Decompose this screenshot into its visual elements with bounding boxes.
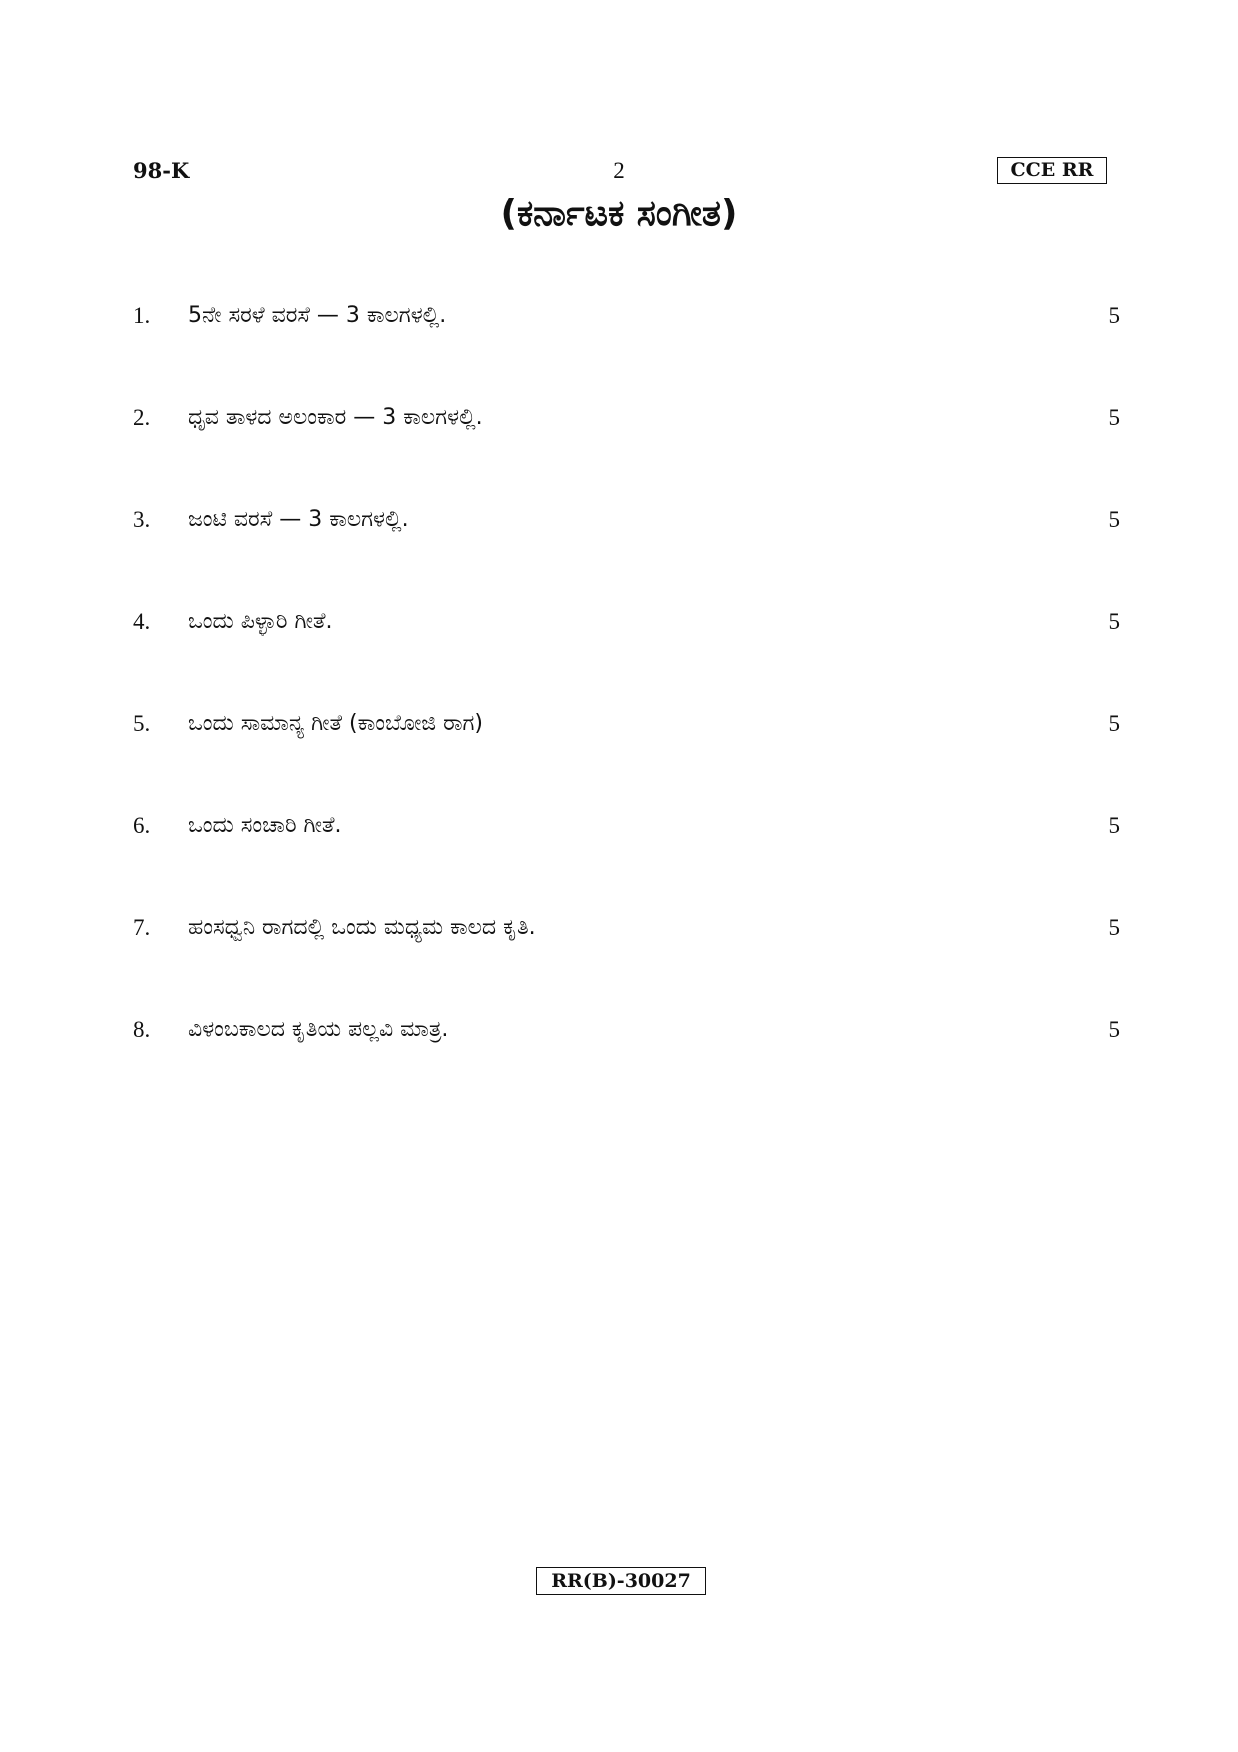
question-row — [0, 908, 1238, 948]
question-text: ಒಂದು ಸಂಚಾರಿ ಗೀತೆ. — [188, 813, 342, 838]
question-number: 5. — [133, 711, 151, 736]
question-number: 1. — [133, 303, 151, 328]
question-marks: 5 — [1108, 609, 1120, 634]
question-row — [0, 1010, 1238, 1050]
question-row — [0, 704, 1238, 744]
question-row — [0, 500, 1238, 540]
question-marks: 5 — [1108, 303, 1120, 328]
question-number: 4. — [133, 609, 151, 634]
question-number: 2. — [133, 405, 151, 430]
question-text: ವಿಳಂಬಕಾಲದ ಕೃತಿಯ ಪಲ್ಲವಿ ಮಾತ್ರ. — [188, 1017, 449, 1042]
page-number: 2 — [613, 158, 625, 183]
question-text: ಹಂಸಧ್ವನಿ ರಾಗದಲ್ಲಿ ಒಂದು ಮಧ್ಯಮ ಕಾಲದ ಕೃತಿ. — [188, 915, 536, 940]
question-marks: 5 — [1108, 915, 1120, 940]
question-number: 6. — [133, 813, 151, 838]
page-title: (ಕರ್ನಾಟಕ ಸಂಗೀತ) — [500, 193, 738, 234]
question-text: 5ನೇ ಸರಳೆ ವರಸೆ — 3 ಕಾಲಗಳಲ್ಲಿ. — [188, 303, 447, 328]
question-marks: 5 — [1108, 405, 1120, 430]
question-text: ಧೃವ ತಾಳದ ಅಲಂಕಾರ — 3 ಕಾಲಗಳಲ್ಲಿ. — [188, 405, 483, 430]
question-marks: 5 — [1108, 507, 1120, 532]
question-marks: 5 — [1108, 813, 1120, 838]
question-marks: 5 — [1108, 1017, 1120, 1042]
question-row — [0, 296, 1238, 336]
question-number: 3. — [133, 507, 151, 532]
syllabus-badge: CCE RR — [997, 157, 1107, 184]
question-number: 8. — [133, 1017, 151, 1042]
booklet-code: RR(B)-30027 — [536, 1567, 706, 1595]
paper-code: 98-K — [133, 158, 190, 183]
question-row — [0, 398, 1238, 438]
question-number: 7. — [133, 915, 151, 940]
question-text: ಒಂದು ಪಿಳ್ಳಾರಿ ಗೀತೆ. — [188, 609, 333, 634]
question-text: ಜಂಟಿ ವರಸೆ — 3 ಕಾಲಗಳಲ್ಲಿ. — [188, 507, 409, 532]
question-marks: 5 — [1108, 711, 1120, 736]
question-text: ಒಂದು ಸಾಮಾನ್ಯ ಗೀತೆ (ಕಾಂಬೋಜಿ ರಾಗ) — [188, 711, 483, 736]
question-row — [0, 602, 1238, 642]
question-row — [0, 806, 1238, 846]
